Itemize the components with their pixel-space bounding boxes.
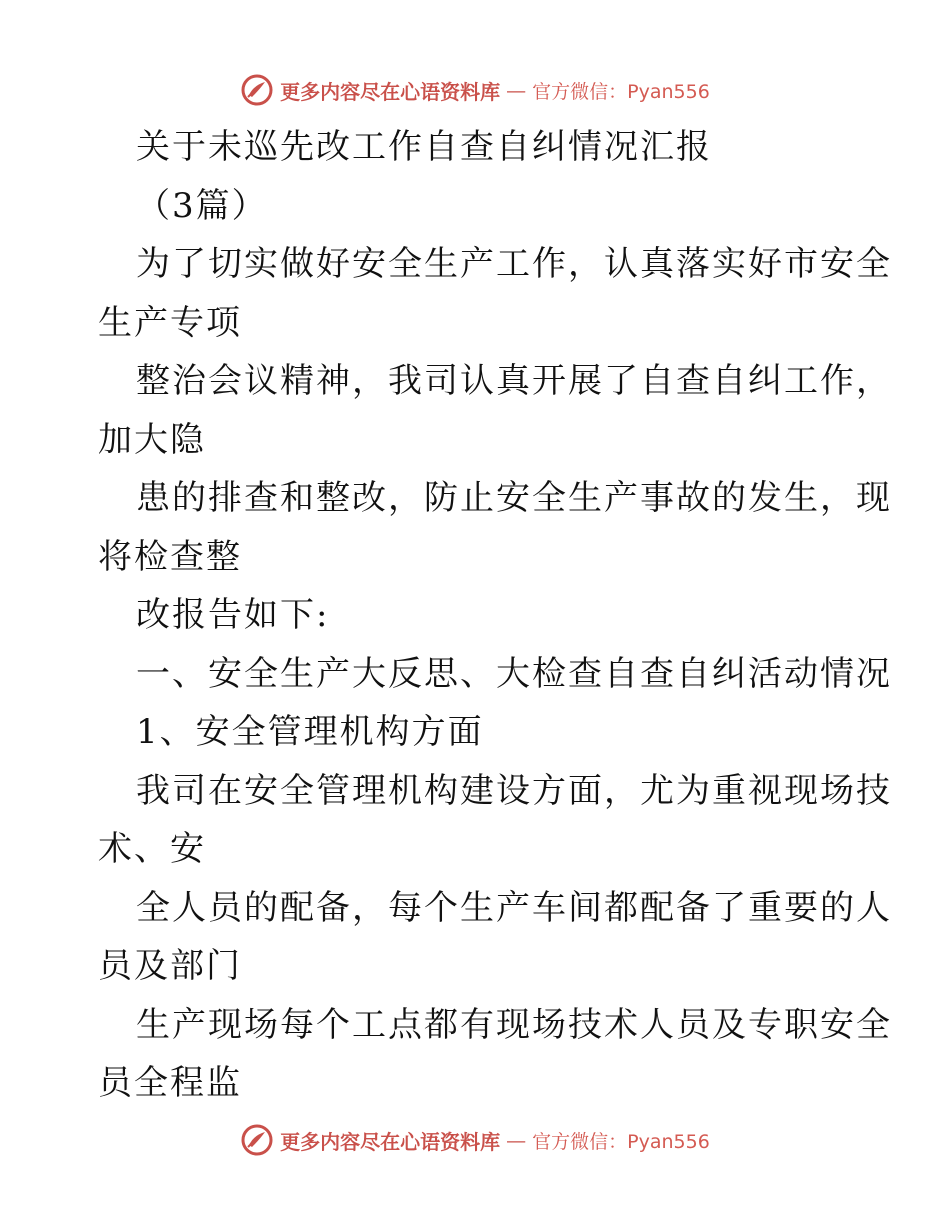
watermark-separator: — [506,78,527,102]
document-body [98,118,892,1113]
paragraph-line: 将检查整 [98,536,242,577]
watermark-brand: 更多内容尽在心语资料库 [280,79,501,104]
paragraph-line: 我司在安全管理机构建设方面，尤为重视现场技 [136,770,892,811]
document-subtitle: （3篇） [136,185,268,226]
paragraph-line: 生产专项 [98,302,242,343]
paragraph-line: 全人员的配备，每个生产车间都配备了重要的人 [136,887,892,928]
paragraph-line: 患的排查和整改，防止安全生产事故的发生，现 [136,478,892,518]
book-quill-logo-icon [240,1123,274,1157]
watermark-separator: — [506,1128,527,1152]
paragraph-line: 生产现场每个工点都有现场技术人员及专职安全 [136,1004,892,1045]
footer-watermark [0,1120,950,1160]
paragraph-line: 术、安 [98,829,206,869]
paragraph-line: 员全程监 [98,1063,242,1103]
paragraph-line: 加大隐 [98,419,206,460]
paragraph-line: 改报告如下: [136,595,330,635]
paragraph-line: 整治会议精神，我司认真开展了自查自纠工作， [136,361,892,401]
section-heading: 一、安全生产大反思、大检查自查自纠活动情况 [136,653,892,694]
subsection-heading: 1、安全管理机构方面 [136,712,484,752]
watermark-contact: 官方微信：Pyan556 [532,80,710,103]
paragraph-line: 员及部门 [98,946,242,986]
paragraph-line: 为了切实做好安全生产工作，认真落实好市安全 [136,244,892,284]
watermark-brand: 更多内容尽在心语资料库 [280,1129,501,1154]
book-quill-logo-icon [240,73,274,107]
header-watermark [0,70,950,110]
document-title: 关于未巡先改工作自查自纠情况汇报 [136,127,712,167]
watermark-contact: 官方微信：Pyan556 [532,1130,710,1153]
